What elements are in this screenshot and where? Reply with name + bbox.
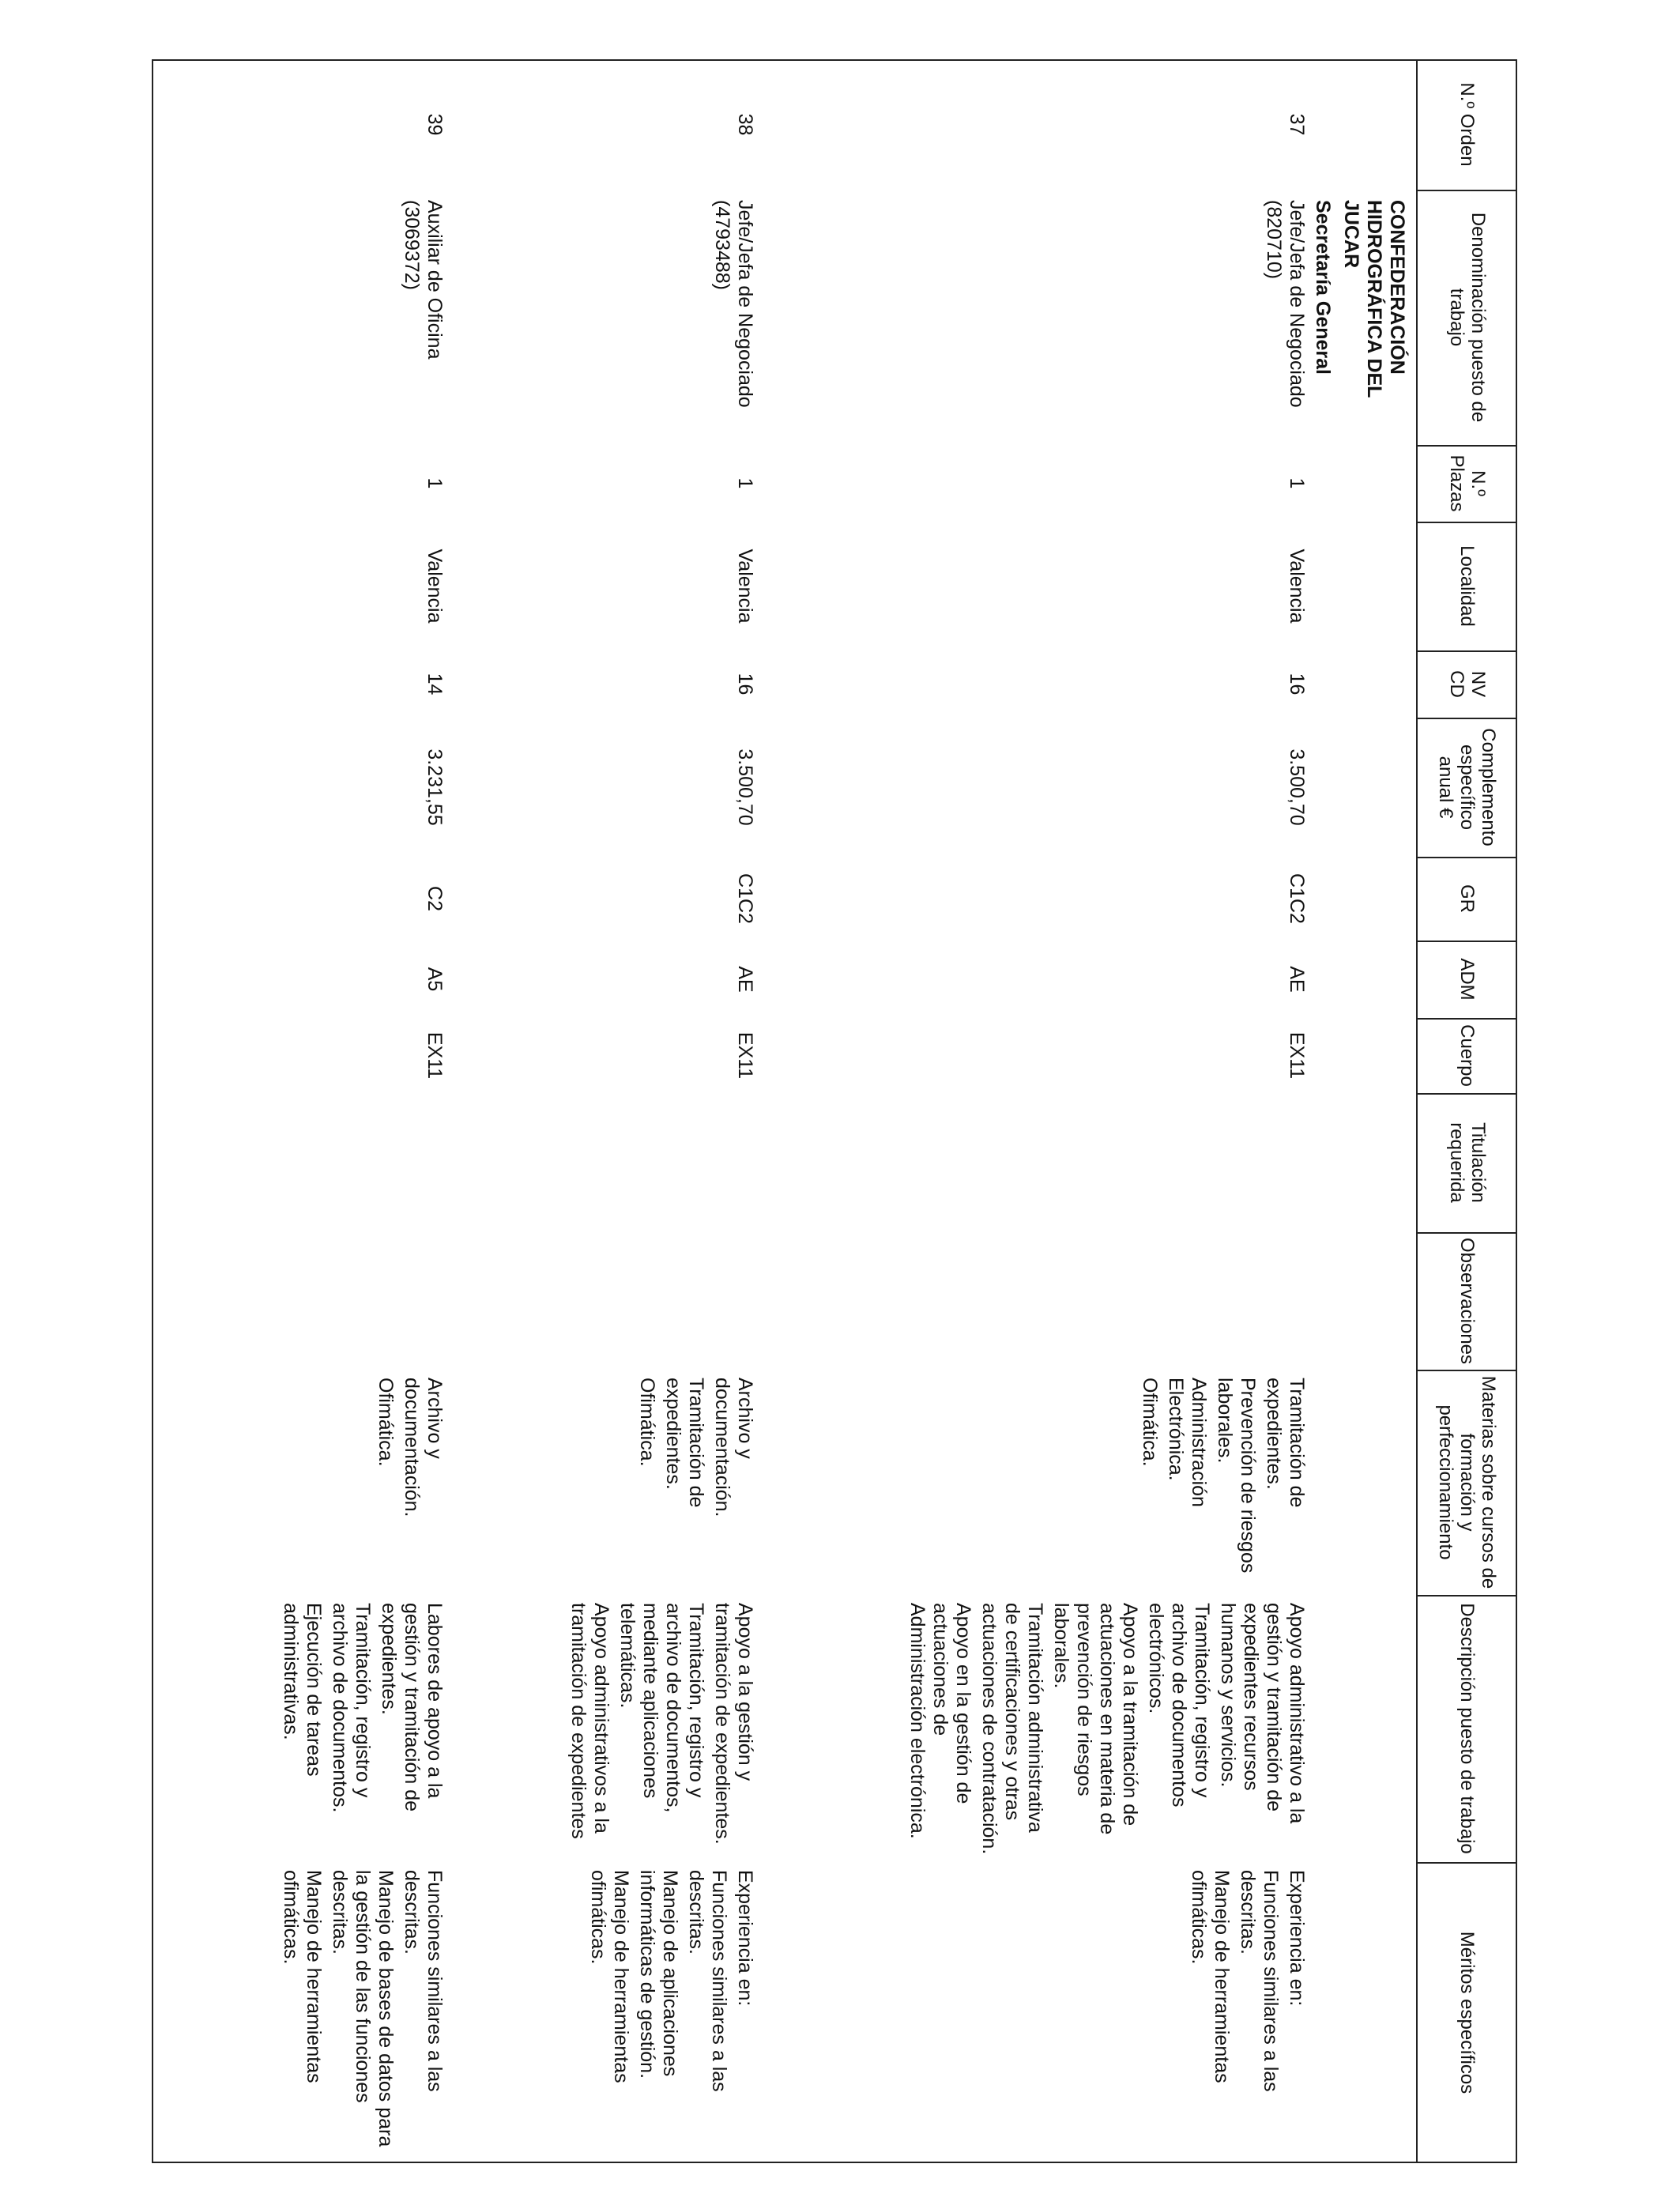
row-38-denominacion: Jefe/Jefa de Negociado (4793488) [711,200,756,408]
row-37-adm: AE [1286,966,1308,993]
row-39-orden: 39 [424,113,446,136]
list-item: Tramitación administrativa de certificaciones y otras actuaciones de contratación. [978,1603,1046,1855]
row-37-nvcd: 16 [1286,673,1308,696]
row-37-cuerpo: EX11 [1286,1031,1308,1080]
list-item: Archivo y documentación. [711,1378,756,1517]
list-item: Manejo de herramientas ofimáticas. [280,1870,325,2083]
header-complemento: Complemento específico anual € [1435,728,1500,846]
list-item: Labores de apoyo a la gestión y tramitación de expedientes. [378,1603,446,1812]
row-39-meritos [276,1870,446,2158]
row-37-meritos [1184,1870,1308,2158]
list-item: Funciones similares a las descritas. [685,1870,730,2092]
header-materias: Materias sobre cursos de formación y perfeccionamiento [1435,1375,1500,1589]
list-item: Tramitación, registro y archivo de documentos electrónicos. [1145,1603,1213,1808]
row-39-plazas: 1 [424,477,446,489]
list-item: Archivo y documentación. [401,1378,446,1517]
list-item: Ejecución de tareas administrativas. [280,1603,325,1777]
row-37-descripcion [902,1603,1308,1857]
row-38-descripcion [563,1603,756,1857]
list-item: Apoyo a la tramitación de actuaciones en materia de prevención de riesgos laborales. [1050,1603,1141,1835]
row-37-materias [1135,1378,1308,1589]
list-item: Ofimática. [636,1378,658,1467]
header-observaciones: Observaciones [1456,1237,1478,1365]
row-39-localidad: Valencia [424,548,446,624]
list-item: Apoyo a la gestión y tramitación de expedientes. [711,1603,756,1845]
row-39-adm: A5 [424,967,446,992]
list-item: Manejo de herramientas ofimáticas. [587,1870,632,2083]
list-item: Funciones similares a las descritas. [1237,1870,1282,2092]
row-38-gr: C1C2 [734,873,756,924]
rotated-table-page [152,59,1517,2163]
list-item: Tramitación de expedientes. [662,1378,707,1508]
header-titulacion: Titulación requerida [1446,1122,1489,1203]
row-39-gr: C2 [424,886,446,911]
list-item: Manejo de aplicaciones informáticas de gestión. [636,1870,681,2079]
row-39-cuerpo: EX11 [424,1031,446,1080]
row-39-complemento: 3.231,55 [424,748,446,826]
row-38-nvcd: 16 [734,673,756,696]
list-item: Tramitación de expedientes. [1263,1378,1308,1508]
header-meritos: Méritos específicos [1456,1931,1478,2094]
header-adm: ADM [1456,958,1478,1001]
header-orden: N.º Orden [1456,82,1478,167]
list-item: Tramitación, registro y archivo de documentos. [329,1603,374,1813]
row-38-cuerpo: EX11 [734,1031,756,1080]
header-nvcd: NV CD [1446,670,1489,698]
row-37-orden: 37 [1286,113,1308,136]
row-39-nvcd: 14 [424,673,446,696]
row-38-adm: AE [734,966,756,993]
row-37-localidad: Valencia [1286,548,1308,624]
list-item: Funciones similares a las descritas. [401,1870,446,2092]
list-item: Experiencia en: [1286,1870,1308,2007]
list-item: Apoyo administrativo a la gestión y tramitación de expedientes recursos humanos y servicios. [1217,1603,1308,1824]
header-gr: GR [1456,884,1478,913]
row-38-meritos [583,1870,756,2158]
header-descripcion: Descripción puesto de trabajo [1456,1603,1478,1854]
row-37-plazas: 1 [1286,477,1308,489]
organization-unit: Secretaría General [1312,200,1334,375]
organization-name: CONFEDERACIÓN HIDROGRÁFICA DEL JUCAR [1340,200,1408,398]
row-38-localidad: Valencia [734,548,756,624]
header-cuerpo: Cuerpo [1456,1024,1478,1087]
list-item: Manejo de bases de datos para la gestión de las funciones descritas. [329,1870,397,2147]
header-plazas: N.º Plazas [1446,454,1489,512]
list-item: Manejo de herramientas ofimáticas. [1188,1870,1233,2083]
header-denominacion: Denominación puesto de trabajo [1446,212,1489,423]
list-item: Apoyo en la gestión de actuaciones de Administración electrónica. [906,1603,974,1839]
list-item: Ofimática. [1139,1378,1161,1467]
list-item: Administración Electrónica. [1165,1378,1210,1507]
row-38-materias [632,1378,756,1589]
row-37-denominacion: Jefe/Jefa de Negociado (820710) [1263,200,1308,408]
list-item: Ofimática. [375,1378,397,1467]
row-38-complemento: 3.500,70 [734,748,756,826]
row-39-descripcion [276,1603,446,1857]
row-37-complemento: 3.500,70 [1286,748,1308,826]
row-38-plazas: 1 [734,477,756,489]
list-item: Tramitación, registro y archivo de documentos, mediante aplicaciones telemáticas. [616,1603,707,1813]
row-38-orden: 38 [734,113,756,136]
list-item: Prevención de riesgos laborales. [1214,1378,1259,1574]
row-39-materias [371,1378,446,1589]
list-item: Apoyo administrativos a la tramitación de expedientes [567,1603,612,1839]
row-39-denominacion: Auxiliar de Oficina (3069372) [401,200,446,360]
row-37-gr: C1C2 [1286,873,1308,924]
header-localidad: Localidad [1456,545,1478,627]
list-item: Experiencia en: [734,1870,756,2007]
